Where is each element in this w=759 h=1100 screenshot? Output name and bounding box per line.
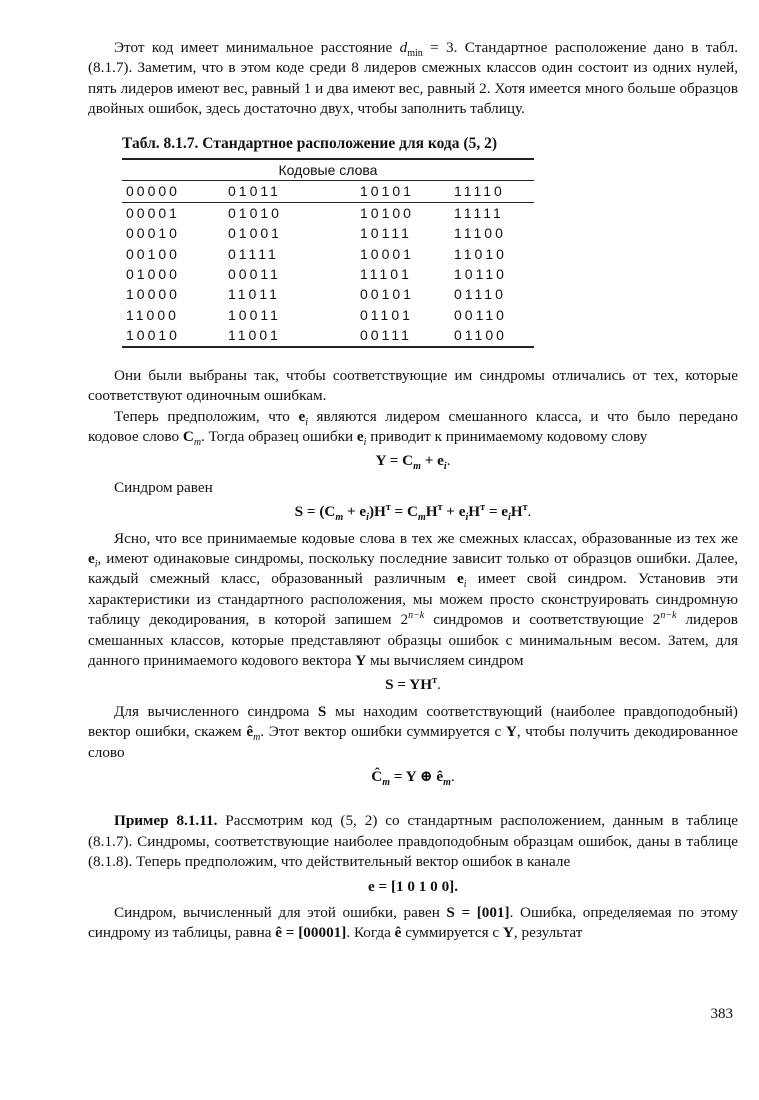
example-title: Пример 8.1.11. [114, 812, 218, 830]
table-header: Кодовые слова [122, 159, 534, 181]
table-row: 11000 10011 01101 00110 [126, 306, 507, 323]
table-row: 00100 01111 10001 11010 [126, 245, 507, 262]
page-number: 383 [710, 1006, 733, 1022]
table-row: 10010 11001 00111 01100 [122, 325, 534, 346]
equation-decoded-word: $Ĉ_m = Y$ ⊕ $ê_m$. [371, 768, 455, 789]
equation-error-vector: e = [1 0 1 0 0]. [367, 877, 459, 895]
table-row: 10000 11011 00101 01110 [126, 286, 506, 303]
example-paragraph: Пример 8.1.11. Рассмотрим код (5, 2) со стандартным расположением, данным в таблице (8.1.7). Синдромы, соответствующие наиболее правдоподобным образцам ошибок, даны в таблице (8.1.8). Теперь предположим, что действительный вектор ошибок в канале [88, 812, 738, 871]
table-row: 00000 01011 10101 11110 [122, 181, 534, 202]
table-caption: Табл. 8.1.7. Стандартное расположение для кода (5, 2) [122, 134, 497, 152]
paragraph-cosets: Ясно, что все принимаемые кодовые слова в тех же смежных классах, образованные из тех же $e_i$, имеют одинаковые синдромы, поскольку последние зависит только от образцов ошибки. Далее, каждый смежный класс, образованный различным $e_i$ имеет свой синдром. Установив эти характеристики из стандартного расположения, мы можем просто сконструировать синдромную таблицу декодирования, в которой запишем $2^{n-k}$ синдромов и соответствующие $2^{n-k}$ лидеров смешанных классов, которые представляют образцы ошибок с минимальным весом. Затем, для данного принимаемого кодового вектора Y мы вычисляем синдром [88, 529, 739, 669]
equation-syndrome: $S = (C_m + e_i)H^т = C_mH^т + e_iH^т = e_iH^т$. [294, 502, 532, 524]
syndrome-label: Синдром равен [114, 478, 213, 496]
equation-compute-syndrome: $S = YH^т$. [385, 675, 441, 694]
paragraph-selection: Они были выбраны так, чтобы соответствующие им синдромы отличались от тех, которые соответствуют одиночным ошибкам. [88, 366, 738, 405]
paragraph-decode: Для вычисленного синдрома S мы находим соответствующий (наиболее правдоподобный) вектор ошибки, скажем $ê_m$. Этот вектор ошибки суммируется с Y, чтобы получить декодированное слово [88, 702, 738, 761]
page-content [88, 38, 738, 944]
standard-array-table [122, 158, 534, 348]
table-row: 01000 00011 11101 10110 [126, 266, 507, 283]
table-row: 00001 01010 10100 11111 [126, 204, 504, 221]
paragraph-intro: Этот код имеет минимальное расстояние $d_{min} = 3$. Стандартное расположение дано в табл. (8.1.7). Заметим, что в этом коде среди 8 лидеров смежных классов один состоит из одних нулей, пять лидеров имеют вес, равный 1 и два имеют вес, равный 2. Хотя имеется много больше образцов двойных ошибок, здесь достаточно двух, чтобы заполнить таблицу. [88, 39, 738, 118]
equation-received: $Y = C_m + e_i$. [375, 452, 451, 473]
paragraph-result: Синдром, вычисленный для этой ошибки, равен S = [001]. Ошибка, определяемая по этому синдрому из таблицы, равна ê = [00001]. Когда ê суммируется с Y, результат [88, 904, 738, 942]
table-row: 00010 01001 10111 11100 [126, 225, 506, 242]
paragraph-assume: Теперь предположим, что $e_i$ являются лидером смешанного класса, и что было передано кодовое слово $C_m$. Тогда образец ошибки $e_i$ приводит к принимаемому кодовому слову [88, 407, 738, 448]
